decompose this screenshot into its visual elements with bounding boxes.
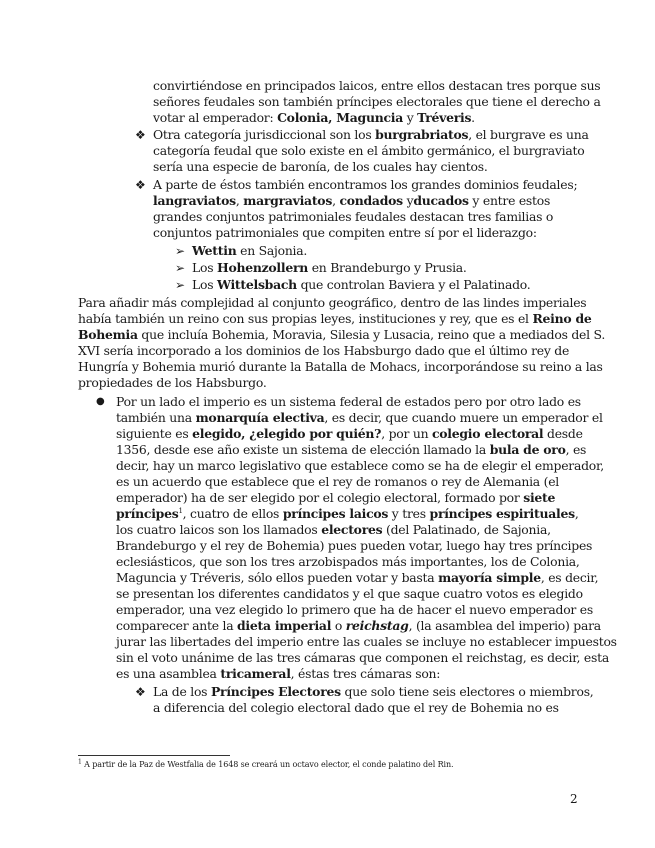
text-line: a diferencia del colegio electoral dado que el rey de Bohemia no es bbox=[153, 700, 559, 715]
text-line: grandes conjuntos patrimoniales feudales destacan tres familias o bbox=[153, 209, 554, 224]
text-line: A parte de éstos también encontramos los grandes dominios feudales; bbox=[153, 177, 578, 192]
text-line: Maguncia y Tréveris, sólo ellos pueden votar y basta mayoría simple, es decir, bbox=[116, 570, 599, 585]
text-line: Hungría y Bohemia murió durante la Batalla de Mohacs, incorporándose su reino a las bbox=[78, 359, 603, 374]
round-bullet-icon: ● bbox=[96, 396, 105, 407]
page-number: 2 bbox=[570, 792, 578, 806]
text-line: Otra categoría jurisdiccional son los burgrabriatos, el burgrave es una bbox=[153, 127, 589, 142]
footnote-separator bbox=[78, 755, 230, 756]
arrow-bullet-icon: ➢ bbox=[175, 244, 186, 258]
diamond-bullet-icon: ❖ bbox=[135, 178, 146, 192]
text-line: langraviatos, margraviatos, condados yducados y entre estos bbox=[153, 193, 551, 208]
text-line: se presentan los diferentes candidatos y el que saque cuatro votos es elegido bbox=[116, 586, 583, 601]
diamond-bullet-icon: ❖ bbox=[135, 685, 146, 699]
diamond-bullet-icon: ❖ bbox=[135, 128, 146, 142]
text-line: siguiente es elegido, ¿elegido por quién?, por un colegio electoral desde bbox=[116, 426, 583, 441]
footnote: $^1$ A partir de la Paz de Westfalia de 1648 se creará un octavo elector, el conde palatino del Rin. bbox=[78, 758, 454, 769]
text-line: XVI sería incorporado a los dominios de los Habsburgo dado que el último rey de bbox=[78, 343, 570, 358]
text-line: también una monarquía electiva, es decir, que cuando muere un emperador el bbox=[116, 410, 603, 425]
text-line: conjuntos patrimoniales que compiten entre sí por el liderazgo: bbox=[153, 225, 537, 240]
text-line: 1356, desde ese año existe un sistema de elección llamado la bula de oro, es bbox=[116, 442, 587, 457]
text-line: Por un lado el imperio es un sistema federal de estados pero por otro lado es bbox=[116, 394, 581, 409]
text-line: jurar las libertades del imperio entre las cuales se incluye no establecer impuestos bbox=[116, 634, 617, 649]
text-line: emperador) ha de ser elegido por el colegio electoral, formado por siete bbox=[116, 490, 556, 505]
text-line: sería una especie de baronía, de los cuales hay cientos. bbox=[153, 159, 488, 174]
text-line: señores feudales son también príncipes electorales que tiene el derecho a bbox=[153, 94, 601, 109]
text-line: eclesiásticos, que son los tres arzobispados más importantes, los de Colonia, bbox=[116, 554, 580, 569]
text-line: es un acuerdo que establece que el rey de romanos o rey de Alemania (el bbox=[116, 474, 559, 489]
text-line: emperador, una vez elegido lo primero que ha de hacer el nuevo emperador es bbox=[116, 602, 593, 617]
text-line: Bohemia que incluía Bohemia, Moravia, Silesia y Lusacia, reino que a mediados del S. bbox=[78, 327, 606, 342]
text-line: propiedades de los Habsburgo. bbox=[78, 375, 267, 390]
text-line: comparecer ante la dieta imperial o reichstag, (la asamblea del imperio) para bbox=[116, 618, 601, 633]
text-line: Brandeburgo y el rey de Bohemia) pues pueden votar, luego hay tres príncipes bbox=[116, 538, 593, 553]
text-line: categoría feudal que solo existe en el ámbito germánico, el burgraviato bbox=[153, 143, 585, 158]
text-line: decir, hay un marco legislativo que establece como se ha de elegir el emperador, bbox=[116, 458, 604, 473]
text-line: votar al emperador: Colonia, Maguncia y Tréveris. bbox=[153, 110, 475, 125]
text-line: había también un reino con sus propias leyes, instituciones y rey, que es el Reino de bbox=[78, 311, 592, 326]
family-item: Wettin en Sajonia. bbox=[192, 243, 308, 258]
text-line: los cuatro laicos son los llamados electores (del Palatinado, de Sajonia, bbox=[116, 522, 551, 537]
footnote-ref[interactable]: 1 bbox=[178, 506, 183, 515]
text-line: sin el voto unánime de las tres cámaras que componen el reichstag, es decir, esta bbox=[116, 650, 609, 665]
text-line: príncipes$^1$, cuatro de ellos príncipes laicos y tres príncipes espirituales, bbox=[116, 506, 579, 521]
family-item: Los Wittelsbach que controlan Baviera y el Palatinado. bbox=[192, 277, 531, 292]
family-item: Los Hohenzollern en Brandeburgo y Prusia. bbox=[192, 260, 467, 275]
text-line: convirtiéndose en principados laicos, entre ellos destacan tres porque sus bbox=[153, 78, 601, 93]
text-line: es una asamblea tricameral, éstas tres cámaras son: bbox=[116, 666, 441, 681]
text-line: La de los Príncipes Electores que solo tiene seis electores o miembros, bbox=[153, 684, 594, 699]
text-line: Para añadir más complejidad al conjunto geográfico, dentro de las lindes imperiales bbox=[78, 295, 587, 310]
arrow-bullet-icon: ➢ bbox=[175, 278, 186, 292]
arrow-bullet-icon: ➢ bbox=[175, 261, 186, 275]
